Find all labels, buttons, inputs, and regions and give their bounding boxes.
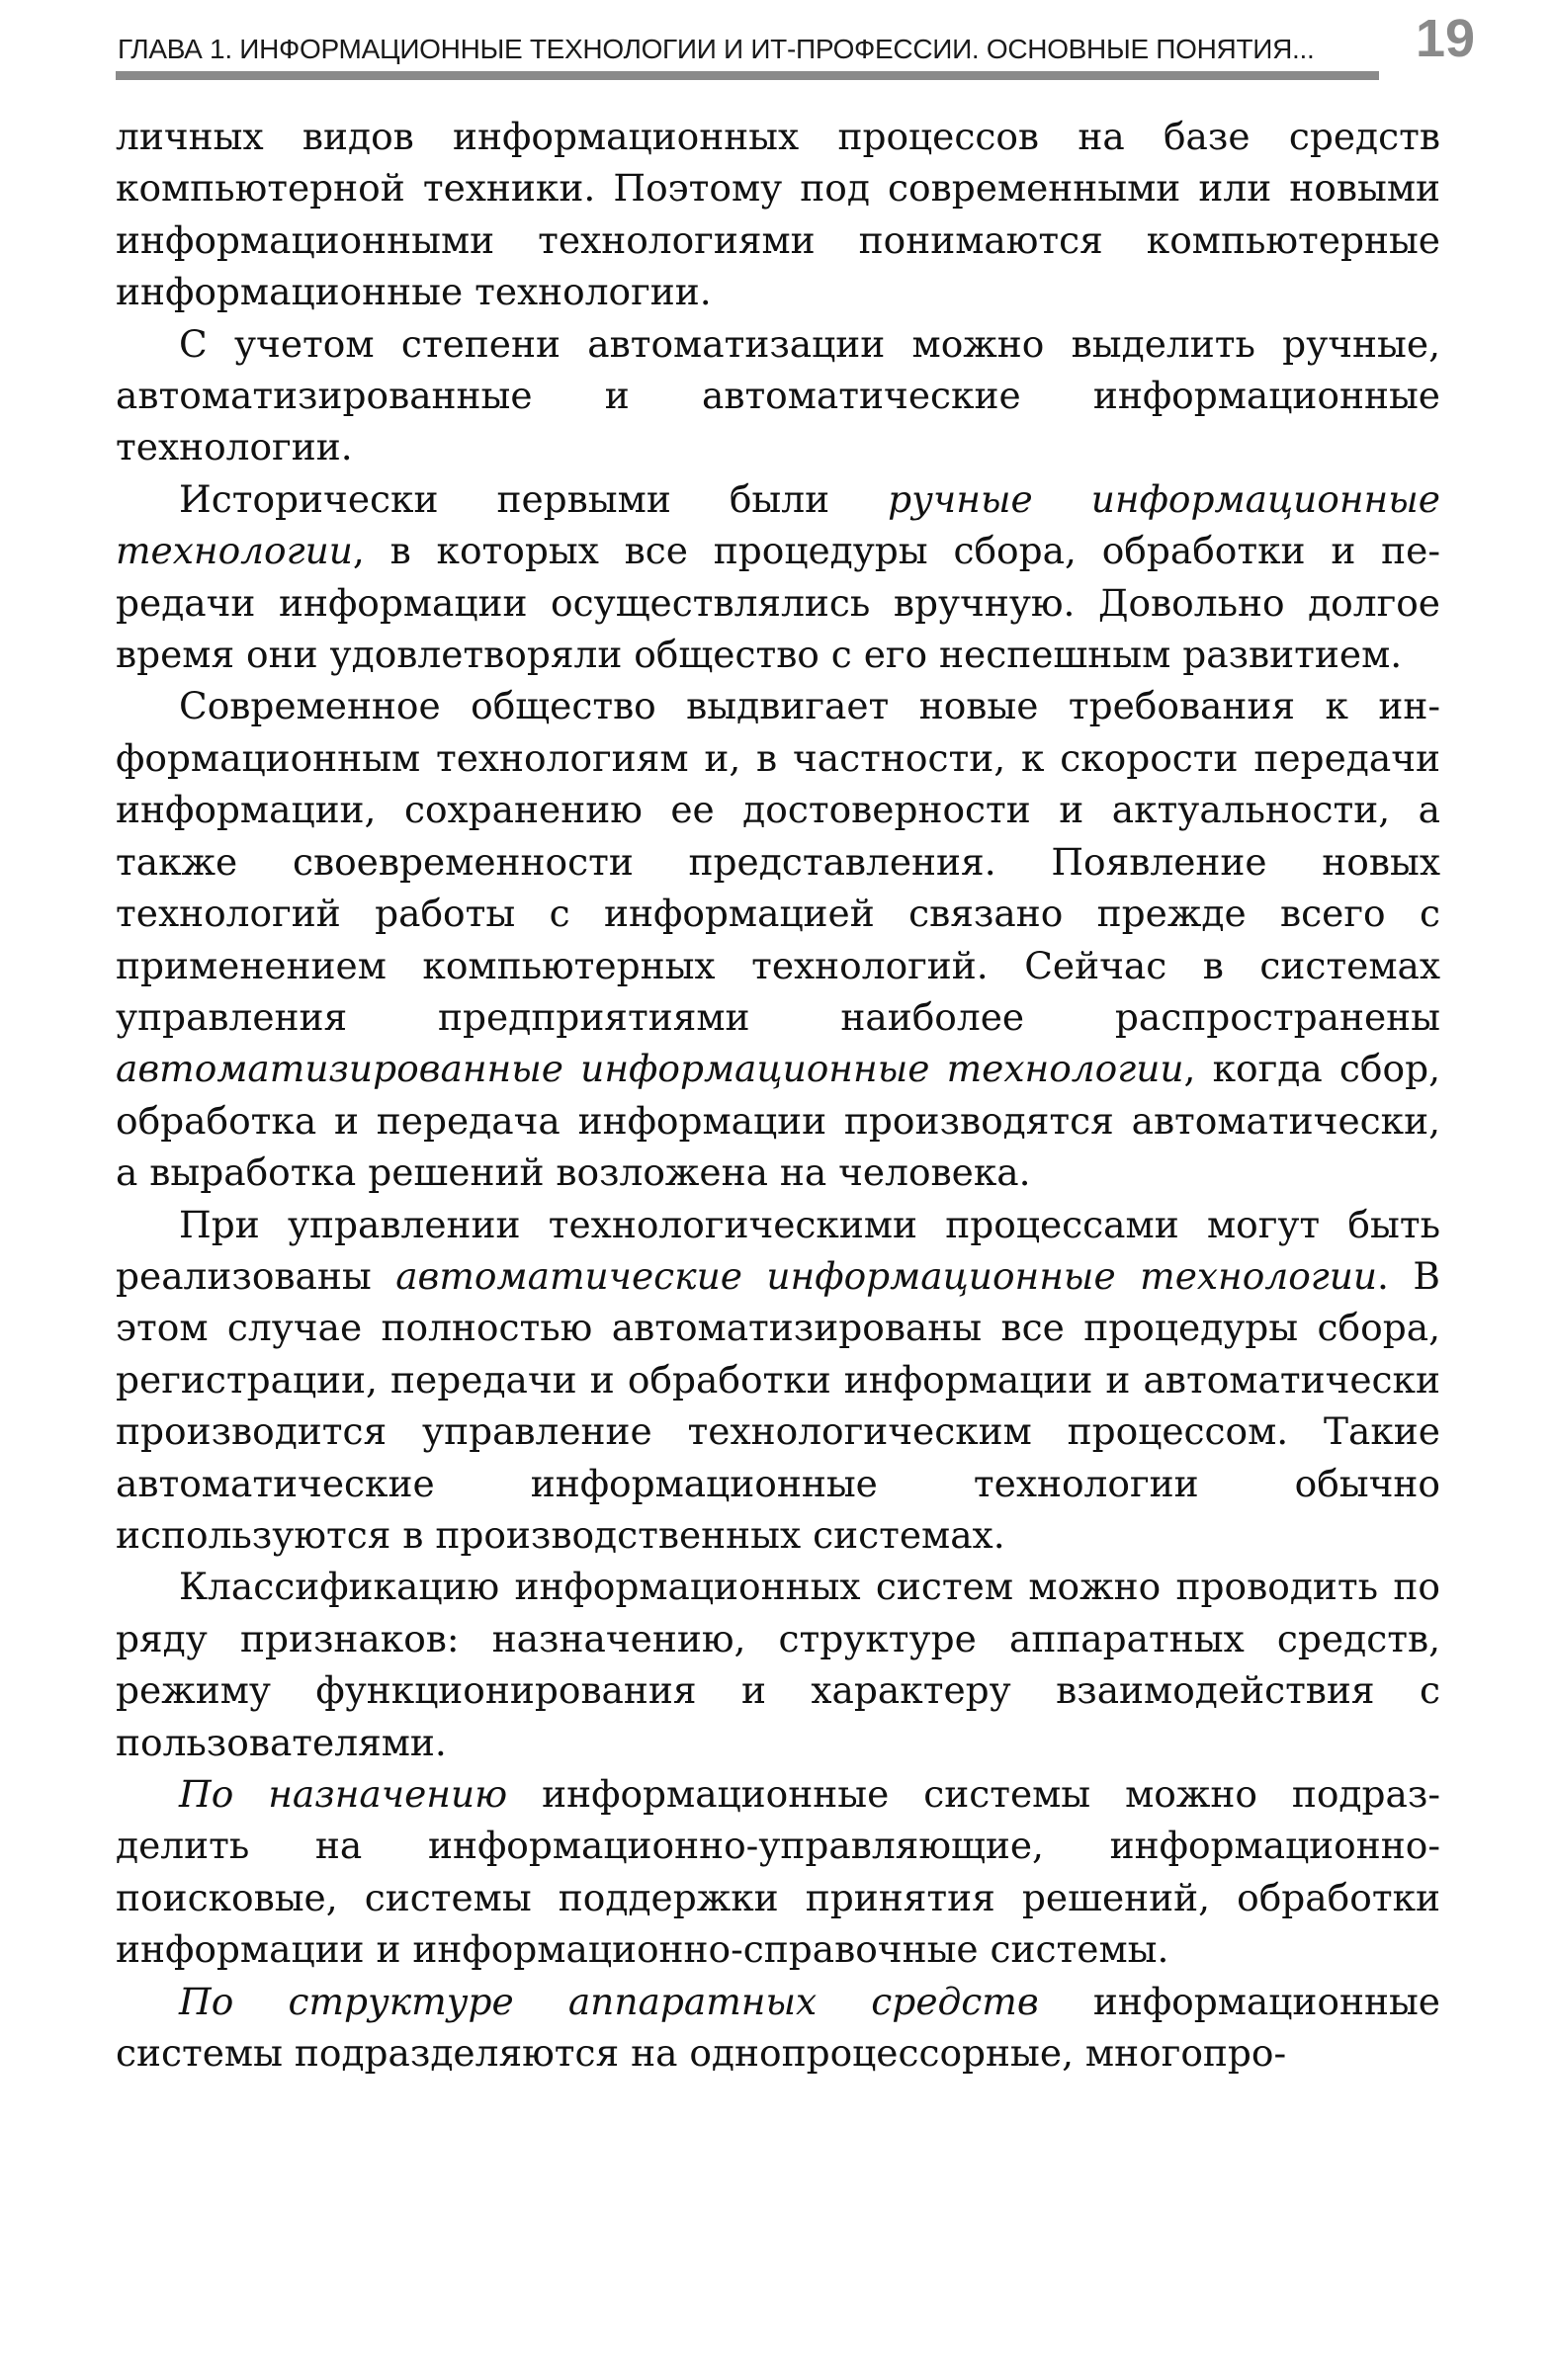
paragraph-text: , в которых все процедуры сбора, обработки и передачи информации осуществлялись вручную. Довольно долгое время они удовлетворяли общество с его неспешным развитием. (116, 529, 1440, 677)
paragraph-text: информационные системы подразделяются на однопроцессорные, многопро- (116, 1979, 1440, 2076)
paragraph-2 (116, 318, 1440, 473)
paragraph-4 (116, 680, 1440, 1198)
italic-term: По структуре аппаратных средств (179, 1979, 1039, 2023)
page-body (116, 111, 1440, 2079)
chapter-running-title: ГЛАВА 1. ИНФОРМАЦИОННЫЕ ТЕХНОЛОГИИ И ИТ-ПРОФЕССИИ. ОСНОВНЫЕ ПОНЯТИЯ... (118, 34, 1315, 64)
paragraph-text: информационные системы можно подразделить на информационно-управляющие, информационно-поисковые, системы поддержки принятия решений, обработки информации и информационно-справочные системы. (116, 1772, 1440, 1972)
paragraph-text: Исторически первыми были (179, 476, 889, 521)
paragraph-text: С учетом степени автоматизации можно выделить ручные, автоматизированные и автоматические информационные технологии. (116, 321, 1440, 469)
italic-term: автоматические информационные технологии (395, 1253, 1378, 1298)
paragraph-6 (116, 1561, 1440, 1768)
paragraph-7 (116, 1768, 1440, 1976)
italic-term: По назначению (179, 1772, 508, 1816)
paragraph-text: Современное общество выдвигает новые требования к информационным технологиям и, в частности, к скорости передачи информации, сохранению ее достоверности и актуальности, а также своевременности представления. Появление новых технологий работы с информацией связано прежде всего с применением компьютерных технологий. Сейчас в системах управления предприятиями наиболее распространены (116, 684, 1440, 1039)
paragraph-5 (116, 1199, 1440, 1562)
paragraph-8 (116, 1976, 1440, 2080)
italic-term: автоматизированные информационные технологии (116, 1047, 1184, 1091)
paragraph-text: , когда сбор, обработка и передача информации производятся автоматически, а выработка решений возложена на человека. (116, 1047, 1440, 1195)
paragraph-text: . В этом случае полностью автоматизированы все процедуры сбора, регистрации, передачи и обработки информации и автоматически производится управление технологическим процессом. Такие автоматические информационные технологии обычно используются в производственных системах. (116, 1253, 1440, 1557)
paragraph-1 (116, 111, 1440, 318)
header-rule (116, 71, 1379, 80)
running-header (116, 28, 1381, 87)
paragraph-text: При управлении технологическими процессами могут быть реализованы (116, 1202, 1440, 1298)
paragraph-3 (116, 473, 1440, 681)
page-number: 19 (1416, 9, 1476, 68)
paragraph-text: личных видов информационных процессов на базе средств компьютерной техники. Поэтому под современными или новыми информационными технологиями понимаются компьютерные информационные технологии. (116, 115, 1440, 314)
paragraph-text: Классификацию информационных систем можно проводить по ряду признаков: назначению, структуре аппаратных средств, режиму функционирования и характеру взаимодействия с пользователями. (116, 1565, 1440, 1764)
italic-term: ручные информационные технологии (116, 476, 1440, 573)
